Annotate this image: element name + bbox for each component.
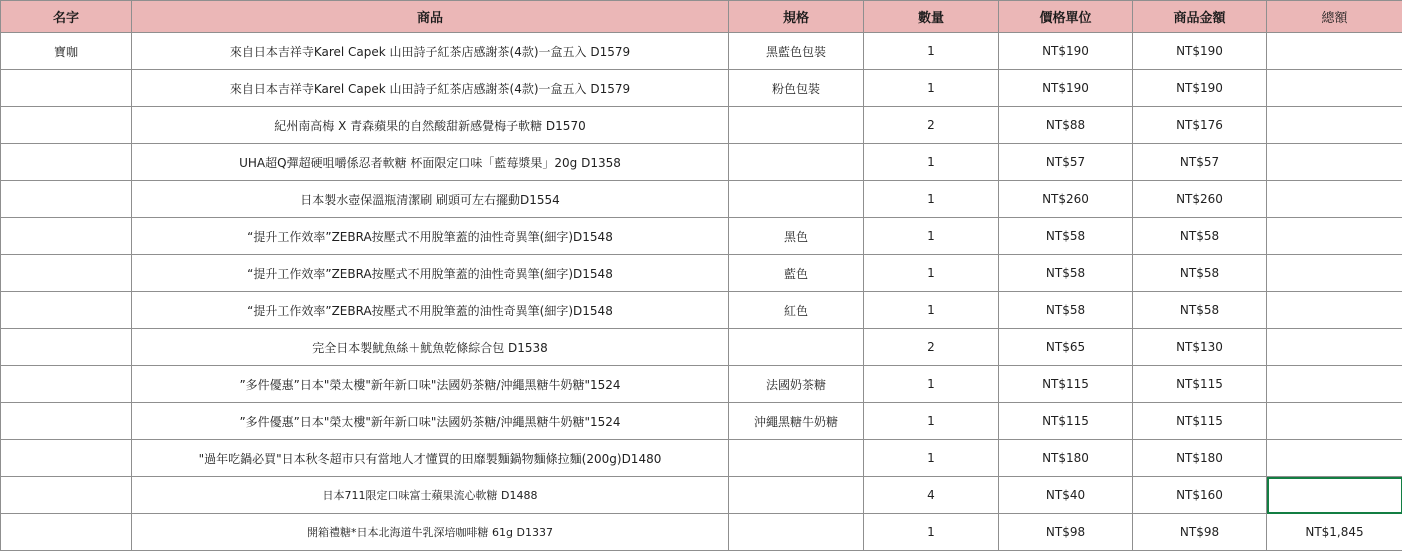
cell-total[interactable] [1267, 440, 1402, 477]
table-row [1, 329, 1402, 366]
cell-spec[interactable] [729, 477, 864, 514]
cell-amount[interactable]: NT$260 [1133, 181, 1267, 218]
selected-cell-total[interactable] [1267, 477, 1402, 514]
cell-amount[interactable]: NT$115 [1133, 366, 1267, 403]
cell-name[interactable] [1, 440, 132, 477]
cell-amount[interactable]: NT$190 [1133, 70, 1267, 107]
cell-spec[interactable]: 法國奶茶糖 [729, 366, 864, 403]
cell-spec[interactable] [729, 514, 864, 551]
cell-name[interactable] [1, 477, 132, 514]
cell-quantity[interactable]: 1 [864, 514, 999, 551]
cell-total[interactable] [1267, 107, 1402, 144]
cell-name[interactable] [1, 403, 132, 440]
cell-spec[interactable] [729, 107, 864, 144]
cell-total[interactable] [1267, 181, 1402, 218]
table-row [1, 33, 1402, 70]
cell-product[interactable]: 來自日本吉祥寺Karel Capek 山田詩子紅茶店感謝茶(4款)一盒五入 D1579 [132, 33, 729, 70]
cell-quantity[interactable]: 1 [864, 292, 999, 329]
cell-amount[interactable]: NT$176 [1133, 107, 1267, 144]
cell-total[interactable] [1267, 70, 1402, 107]
cell-quantity[interactable]: 2 [864, 329, 999, 366]
cell-unit-price[interactable]: NT$58 [999, 218, 1133, 255]
cell-total[interactable] [1267, 329, 1402, 366]
header-spec[interactable]: 規格 [729, 1, 864, 33]
cell-spec[interactable] [729, 440, 864, 477]
cell-total[interactable]: NT$1,845 [1267, 514, 1402, 551]
table-row [1, 514, 1402, 551]
cell-amount[interactable]: NT$58 [1133, 218, 1267, 255]
cell-name[interactable] [1, 255, 132, 292]
cell-unit-price[interactable]: NT$115 [999, 403, 1133, 440]
cell-spec[interactable]: 黑藍色包裝 [729, 33, 864, 70]
header-amount[interactable]: 商品金額 [1133, 1, 1267, 33]
cell-product[interactable]: 紀州南高梅 X 青森蘋果的自然酸甜新感覺梅子軟糖 D1570 [132, 107, 729, 144]
cell-spec[interactable] [729, 181, 864, 218]
table-row [1, 440, 1402, 477]
cell-spec[interactable] [729, 329, 864, 366]
table-row [1, 181, 1402, 218]
cell-name[interactable] [1, 107, 132, 144]
table-row [1, 403, 1402, 440]
cell-unit-price[interactable]: NT$180 [999, 440, 1133, 477]
cell-name[interactable] [1, 292, 132, 329]
cell-spec[interactable]: 藍色 [729, 255, 864, 292]
cell-unit-price[interactable]: NT$58 [999, 292, 1133, 329]
cell-spec[interactable] [729, 144, 864, 181]
table-row [1, 144, 1402, 181]
cell-spec[interactable]: 沖繩黑糖牛奶糖 [729, 403, 864, 440]
cell-quantity[interactable]: 1 [864, 403, 999, 440]
cell-amount[interactable]: NT$190 [1133, 33, 1267, 70]
cell-name[interactable] [1, 144, 132, 181]
cell-name[interactable] [1, 366, 132, 403]
cell-name[interactable]: 寶咖 [1, 33, 132, 70]
header-row [1, 1, 1402, 33]
header-unit-price[interactable]: 價格單位 [999, 1, 1133, 33]
cell-unit-price[interactable]: NT$65 [999, 329, 1133, 366]
cell-spec[interactable]: 紅色 [729, 292, 864, 329]
cell-product[interactable]: 完全日本製魷魚絲＋魷魚乾條綜合包 D1538 [132, 329, 729, 366]
cell-spec[interactable]: 粉色包裝 [729, 70, 864, 107]
cell-unit-price[interactable]: NT$115 [999, 366, 1133, 403]
header-name[interactable]: 名字 [1, 1, 132, 33]
cell-quantity[interactable]: 1 [864, 440, 999, 477]
cell-product[interactable]: 日本製水壺保溫瓶清潔刷 刷頭可左右擺動D1554 [132, 181, 729, 218]
cell-product[interactable]: ”多件優惠”日本"榮太樓"新年新口味"法國奶茶糖/沖繩黑糖牛奶糖"1524 [132, 403, 729, 440]
cell-quantity[interactable]: 2 [864, 107, 999, 144]
cell-amount[interactable]: NT$98 [1133, 514, 1267, 551]
table-row [1, 70, 1402, 107]
cell-name[interactable] [1, 181, 132, 218]
table-row [1, 218, 1402, 255]
cell-name[interactable] [1, 218, 132, 255]
cell-name[interactable] [1, 329, 132, 366]
cell-product[interactable]: 日本711限定口味富士蘋果流心軟糖 D1488 [132, 477, 729, 514]
header-quantity[interactable]: 數量 [864, 1, 999, 33]
cell-unit-price[interactable]: NT$98 [999, 514, 1133, 551]
cell-total[interactable] [1267, 255, 1402, 292]
table-row [1, 477, 1402, 514]
cell-quantity[interactable]: 1 [864, 144, 999, 181]
cell-product[interactable]: “提升工作效率”ZEBRA按壓式不用脫筆蓋的油性奇異筆(細字)D1548 [132, 292, 729, 329]
cell-unit-price[interactable]: NT$190 [999, 33, 1133, 70]
cell-total[interactable] [1267, 292, 1402, 329]
cell-product[interactable]: UHA超Q彈超硬咀嚼係忍者軟糖 杯面限定口味「藍莓漿果」20g D1358 [132, 144, 729, 181]
cell-total[interactable] [1267, 218, 1402, 255]
table-row [1, 107, 1402, 144]
table-row [1, 366, 1402, 403]
cell-product[interactable]: 來自日本吉祥寺Karel Capek 山田詩子紅茶店感謝茶(4款)一盒五入 D1579 [132, 70, 729, 107]
cell-spec[interactable]: 黑色 [729, 218, 864, 255]
cell-unit-price[interactable]: NT$57 [999, 144, 1133, 181]
cell-quantity[interactable]: 4 [864, 477, 999, 514]
cell-total[interactable] [1267, 366, 1402, 403]
cell-total[interactable] [1267, 33, 1402, 70]
cell-unit-price[interactable]: NT$58 [999, 255, 1133, 292]
cell-total[interactable] [1267, 144, 1402, 181]
cell-quantity[interactable]: 1 [864, 70, 999, 107]
cell-unit-price[interactable]: NT$190 [999, 70, 1133, 107]
cell-product[interactable]: 開箱禮糖*日本北海道牛乳深培咖啡糖 61g D1337 [132, 514, 729, 551]
cell-name[interactable] [1, 514, 132, 551]
cell-quantity[interactable]: 1 [864, 181, 999, 218]
table-row [1, 292, 1402, 329]
cell-amount[interactable]: NT$180 [1133, 440, 1267, 477]
cell-product[interactable]: ”多件優惠”日本"榮太樓"新年新口味"法國奶茶糖/沖繩黑糖牛奶糖"1524 [132, 366, 729, 403]
cell-amount[interactable]: NT$115 [1133, 403, 1267, 440]
cell-total[interactable] [1267, 403, 1402, 440]
cell-quantity[interactable]: 1 [864, 33, 999, 70]
cell-product[interactable]: “提升工作效率”ZEBRA按壓式不用脫筆蓋的油性奇異筆(細字)D1548 [132, 218, 729, 255]
cell-amount[interactable]: NT$160 [1133, 477, 1267, 514]
cell-unit-price[interactable]: NT$40 [999, 477, 1133, 514]
cell-product[interactable]: “提升工作效率”ZEBRA按壓式不用脫筆蓋的油性奇異筆(細字)D1548 [132, 255, 729, 292]
cell-amount[interactable]: NT$57 [1133, 144, 1267, 181]
cell-amount[interactable]: NT$58 [1133, 292, 1267, 329]
cell-unit-price[interactable]: NT$260 [999, 181, 1133, 218]
cell-quantity[interactable]: 1 [864, 255, 999, 292]
cell-quantity[interactable]: 1 [864, 366, 999, 403]
header-total[interactable]: 總額 [1267, 1, 1402, 33]
cell-unit-price[interactable]: NT$88 [999, 107, 1133, 144]
header-product[interactable]: 商品 [132, 1, 729, 33]
cell-amount[interactable]: NT$130 [1133, 329, 1267, 366]
cell-amount[interactable]: NT$58 [1133, 255, 1267, 292]
cell-product[interactable]: "過年吃鍋必買"日本秋冬超市只有當地人才懂買的田靡製麵鍋物麵條拉麵(200g)D1480 [132, 440, 729, 477]
cell-quantity[interactable]: 1 [864, 218, 999, 255]
cell-name[interactable] [1, 70, 132, 107]
table-row [1, 255, 1402, 292]
